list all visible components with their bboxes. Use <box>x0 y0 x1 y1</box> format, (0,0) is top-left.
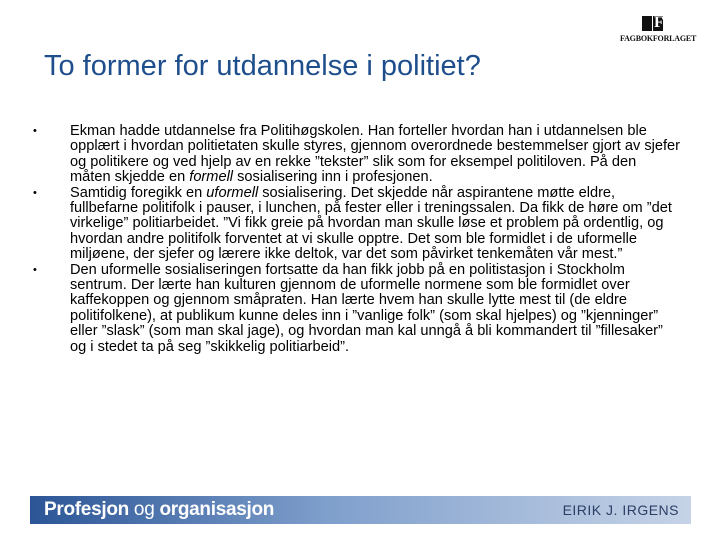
slide-title: To former for utdannelse i politiet? <box>44 50 481 82</box>
publisher-logo <box>620 14 697 44</box>
bullet-emphasis: formell <box>189 169 234 186</box>
bullet-text: Den uformelle sosialiseringen fortsatte da han fikk jobb på en politistasjon i Stockholm sentrum. Der lærte han kulturen gjennom de uformelle normene som ble formidlet over kaffekoppen og gjennom småpraten. Han lærte hvem han skulle lytte mest til (de eldre politifolkene), at publikum kunne deles inn i ”vanlige folk” (som skal hjelpes) og ”kjenninger” eller ”slask” (som man skal jage), og hvordan man kal unngå å bli kommandert til ”fillesaker” og i stedet ta på seg ”skikkelig politiarbeid”. <box>70 261 663 355</box>
bullet-icon: • <box>33 125 37 137</box>
footer-banner <box>30 496 691 524</box>
course-title-part: og <box>133 499 155 520</box>
bullet-text: sosialisering. Det skjedde når aspirantene møtte eldre, fullbefarne politifolk i pauser, i lunchen, på fester eller i treningssalen. Da fikk de høre om ”det virkelige” politiarbeidet. ”Vi fikk greie på hvordan man skulle løse et problem på ordentlig, og hvordan andre politifolk forventet at vi skulle opptre. Det som ble formidlet i de uformelle miljøene, der sjefer og lærere ikke deltok, var det som påvirket tenkemåten vår mest.” <box>70 184 672 263</box>
bullet-emphasis: uformell <box>206 184 259 201</box>
bullet-list <box>33 123 681 355</box>
bullet-icon: • <box>33 263 37 276</box>
bullet-text: Samtidig foregikk en <box>70 184 207 201</box>
author-name: EIRIK J. IRGENS <box>562 502 679 518</box>
bullet-item <box>33 184 680 263</box>
book-icon: F <box>642 14 664 32</box>
bullet-item <box>33 123 681 186</box>
bullet-item <box>33 261 680 355</box>
bullet-text: sosialisering inn i profesjonen. <box>233 169 433 186</box>
bullet-icon: • <box>33 186 37 199</box>
course-title-part: Profesjon <box>44 499 129 520</box>
course-title <box>44 499 274 521</box>
course-title-part: organisasjon <box>159 499 275 520</box>
publisher-name: FAGBOKFORLAGET <box>620 34 697 43</box>
bullet-text: Ekman hadde utdannelse fra Politihøgskolen. Han forteller hvordan han i utdannelsen ble opplært i hvordan politietaten skulle styres, gjennom overordnede bestemmelser gjort av sjefer og politikere og ved hjelp av en rekke ”tekster” slik som for eksempel politiloven. På den måten skjedde en <box>70 123 681 186</box>
